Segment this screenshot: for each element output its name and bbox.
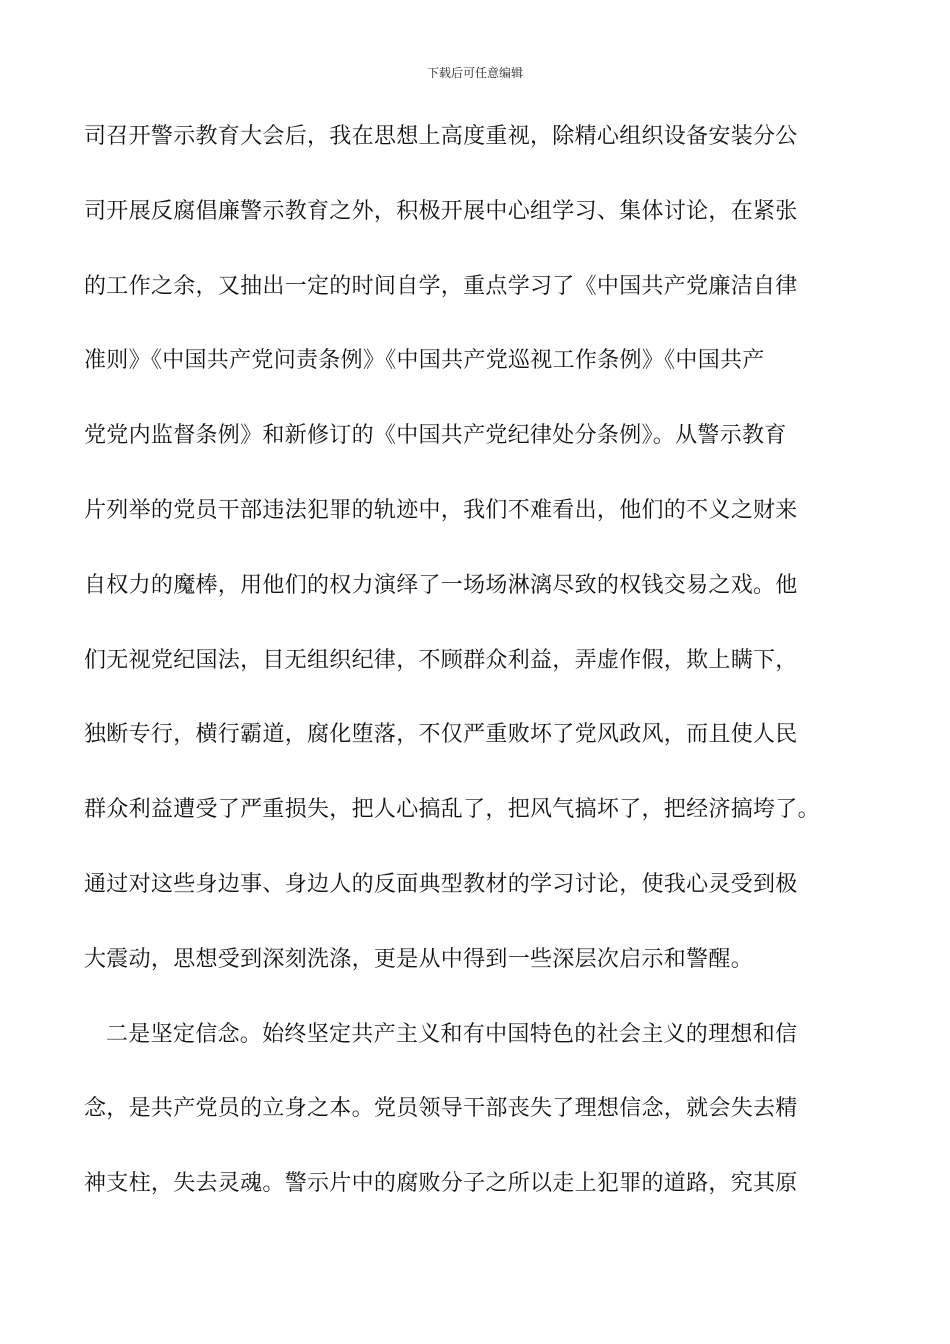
text-line: 们无视党纪国法，目无组织纪律，不顾群众利益，弄虚作假，欺上瞒下， — [84, 647, 798, 673]
text-line: 司召开警示教育大会后，我在思想上高度重视，除精心组织设备安装分公 — [84, 124, 798, 149]
paragraph-start-line: 二是坚定信念。始终坚定共产主义和有中国特色的社会主义的理想和信 — [106, 1021, 798, 1047]
page-header: 下载后可任意编辑 — [426, 66, 523, 80]
text-line: 通过对这些身边事、身边人的反面典型教材的学习讨论，使我心灵受到极 — [84, 871, 798, 897]
text-line: 的工作之余，又抽出一定的时间自学，重点学习了《中国共产党廉洁自律 — [84, 273, 798, 299]
text-line: 独断专行，横行霸道，腐化堕落，不仅严重败坏了党风政风，而且使人民 — [84, 722, 798, 748]
text-line: 念，是共产党员的立身之本。党员领导干部丧失了理想信念，就会失去精 — [84, 1096, 798, 1122]
text-line: 自权力的魔棒，用他们的权力演绎了一场场淋漓尽致的权钱交易之戏。他 — [84, 572, 798, 598]
text-line: 群众利益遭受了严重损失，把人心搞乱了，把风气搞坏了，把经济搞垮了。 — [84, 797, 820, 823]
text-line: 司开展反腐倡廉警示教育之外，积极开展中心组学习、集体讨论，在紧张 — [84, 198, 798, 224]
text-line: 神支柱，失去灵魂。警示片中的腐败分子之所以走上犯罪的道路，究其原 — [84, 1171, 798, 1197]
text-line: 党党内监督条例》和新修订的《中国共产党纪律处分条例》。从警示教育 — [84, 423, 787, 449]
text-line: 片列举的党员干部违法犯罪的轨迹中，我们不难看出，他们的不义之财来 — [84, 497, 798, 523]
text-line: 准则》《中国共产党问责条例》《中国共产党巡视工作条例》《中国共产 — [84, 348, 765, 374]
document-body — [84, 100, 884, 1222]
text-line: 大震动，思想受到深刻洗涤，更是从中得到一些深层次启示和警醒。 — [84, 946, 754, 972]
